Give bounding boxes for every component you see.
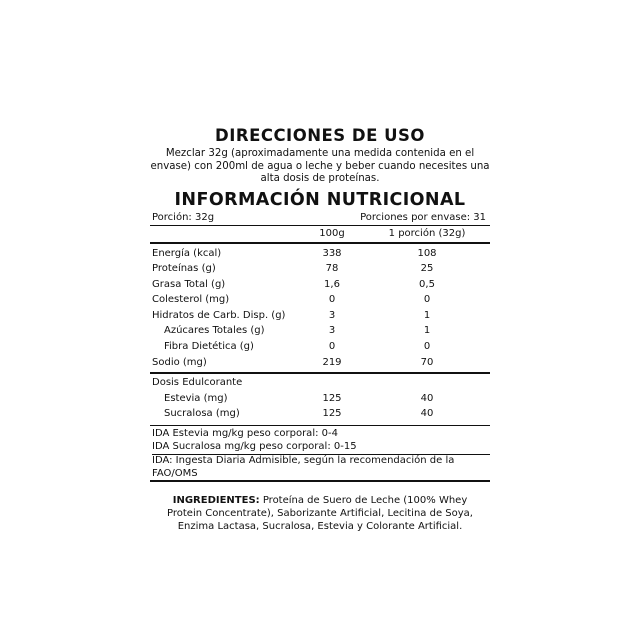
ida-line: IDA Estevia mg/kg peso corporal: 0-4	[152, 428, 338, 440]
directions-title: DIRECCIONES DE USO	[215, 126, 425, 145]
nutrition-title: INFORMACIÓN NUTRICIONAL	[174, 189, 466, 210]
directions-text: Mezclar 32g (aproximadamente una medida contenida en el envase) con 200ml de agua o leche y beber cuando necesites una alta dosis de proteínas.	[150, 148, 490, 184]
ida-line: IDA Sucralosa mg/kg peso corporal: 0-15	[152, 440, 357, 452]
sweetener-per100: 125	[322, 392, 342, 404]
nutrient-name: Sodio (mg)	[152, 356, 207, 368]
sweetener-portion: 40	[420, 392, 434, 404]
serving-size: Porción: 32g	[152, 211, 215, 223]
nutrient-per100: 78	[325, 263, 339, 275]
servings-per-container: Porciones por envase: 31	[360, 211, 486, 223]
col-header-portion: 1 porción (32g)	[388, 227, 466, 239]
table-row	[150, 246, 490, 262]
column-header-row	[150, 226, 490, 244]
nutrient-per100: 338	[322, 247, 342, 259]
ida-notes	[150, 425, 490, 480]
table-row	[150, 339, 490, 355]
table-row	[150, 308, 490, 324]
nutrient-portion: 25	[420, 263, 434, 275]
ingredients-text	[150, 494, 490, 533]
table-row	[150, 261, 490, 277]
table-row	[150, 277, 490, 293]
nutrient-name: Azúcares Totales (g)	[164, 325, 265, 337]
nutrient-per100: 1,6	[324, 278, 340, 290]
sweetener-name: Sucralosa (mg)	[164, 408, 240, 420]
nutrient-per100: 0	[328, 294, 336, 306]
nutrient-rows	[150, 244, 490, 371]
nutrient-per100: 219	[322, 356, 342, 368]
nutrient-portion: 108	[417, 247, 437, 259]
product-label	[150, 126, 490, 543]
nutrient-portion: 0,5	[419, 278, 435, 290]
nutrient-portion: 0	[423, 341, 431, 353]
nutrient-name: Hidratos de Carb. Disp. (g)	[152, 309, 286, 321]
nutrient-name: Grasa Total (g)	[152, 278, 226, 290]
nutrient-portion: 1	[423, 325, 431, 337]
nutrient-name: Colesterol (mg)	[152, 294, 230, 306]
nutrient-portion: 0	[423, 294, 431, 306]
table-row	[150, 406, 490, 422]
table-row	[150, 292, 490, 308]
sweetener-per100: 125	[322, 408, 342, 420]
sweetener-name: Estevia (mg)	[164, 392, 228, 404]
sweetener-section	[150, 374, 490, 422]
table-row	[150, 355, 490, 371]
nutrient-per100: 0	[328, 341, 336, 353]
nutrient-portion: 1	[423, 309, 431, 321]
nutrient-name: Proteínas (g)	[152, 263, 216, 275]
ida-definition: IDA: Ingesta Diaria Admisible, según la recomendación de la FAO/OMS	[152, 454, 490, 480]
nutrient-per100: 3	[328, 325, 336, 337]
sweetener-portion: 40	[420, 408, 434, 420]
ingredients-list: Proteína de Suero de Leche (100% Whey Protein Concentrate), Saborizante Artificial, Lecitina de Soya, Enzima Lactasa, Sucralosa, Estevia y Colorante Artificial.	[167, 495, 473, 533]
serving-info-row	[150, 211, 490, 226]
col-header-100g: 100g	[319, 227, 345, 239]
table-row	[150, 391, 490, 407]
ingredients-label: INGREDIENTES:	[172, 495, 260, 507]
table-bottom-rule	[150, 480, 490, 482]
table-row	[150, 323, 490, 339]
nutrition-table	[150, 211, 490, 483]
nutrient-portion: 70	[420, 356, 434, 368]
sweetener-title: Dosis Edulcorante	[152, 377, 243, 389]
sweetener-title-row	[150, 375, 490, 391]
nutrient-per100: 3	[328, 309, 336, 321]
nutrient-name: Fibra Dietética (g)	[164, 341, 254, 353]
nutrient-name: Energía (kcal)	[152, 247, 222, 259]
